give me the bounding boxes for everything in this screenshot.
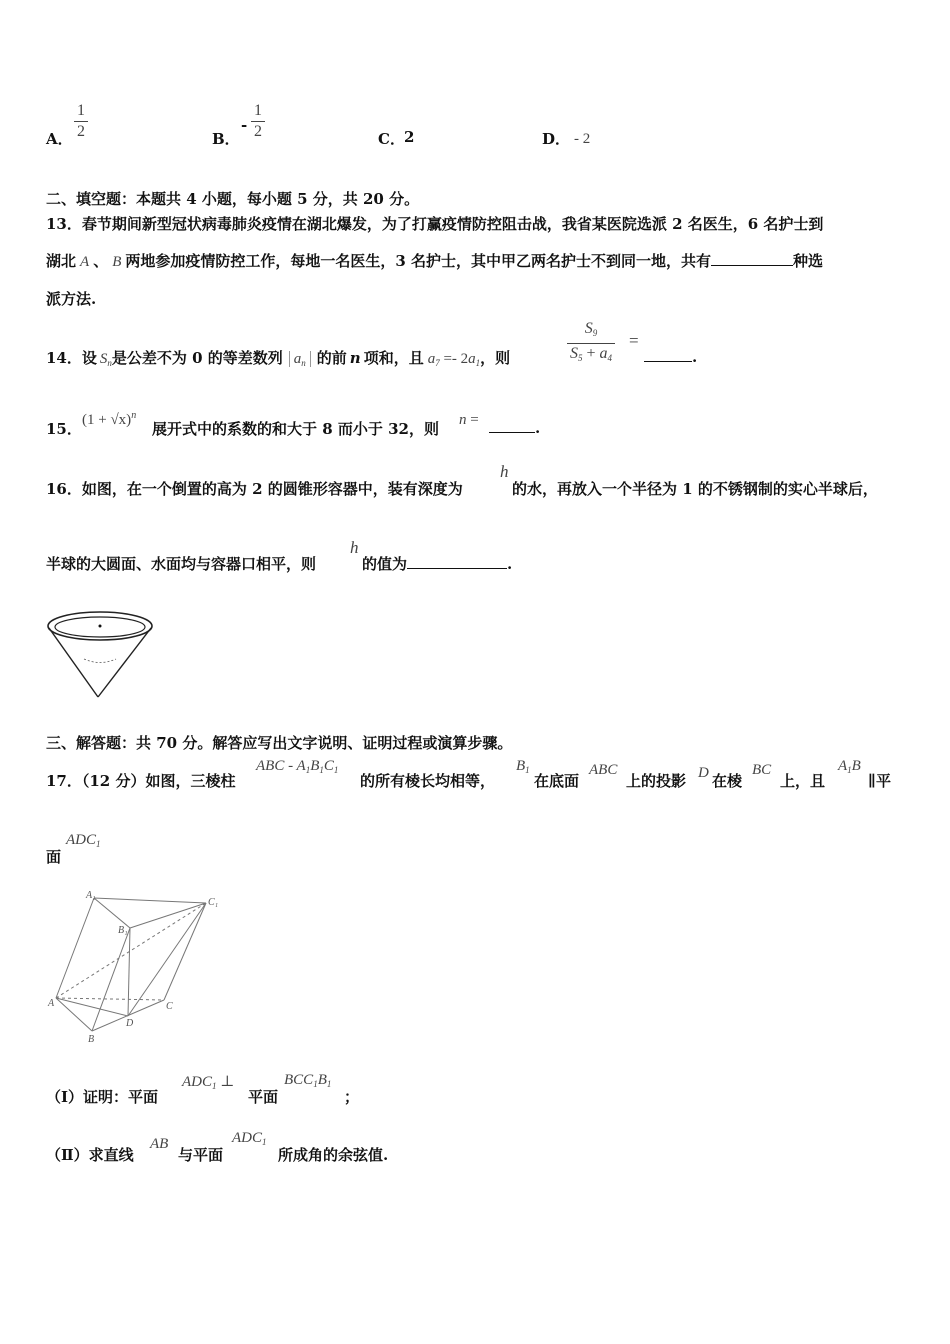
q17-text-6: ∥平 [868,772,891,790]
q17-d: D [698,765,709,781]
q17-line2-text: 面 [46,848,62,866]
cone-center-dot [99,625,102,628]
part1-end: ； [344,1088,360,1106]
q15-end: . [535,419,541,437]
option-a-numerator: 1 [74,101,88,122]
q17-prism-a: ABC - A [256,758,306,774]
q17-adc: ADC [66,832,96,848]
q17-prism-sub1: 1 [305,765,311,775]
q14-a4-sub: 4 [607,353,613,363]
q17-text-5: 上，且 [780,772,826,790]
q17-bc: BC [752,762,772,778]
q14-an [289,351,311,367]
edge-c1-c [164,903,206,1000]
q15-answer [489,418,540,437]
edge-a-d [56,998,128,1016]
option-c-value: 2 [404,128,415,146]
q17-prism-c: C [323,758,334,774]
part1-perp: ⊥ [216,1074,235,1090]
part2-adc-sub: 1 [262,1137,267,1147]
q14-a7-sub: 7 [435,358,440,368]
q15-equals: = [466,412,479,428]
q13-line1: 13．春节期间新型冠状病毒肺炎疫情在湖北爆发，为了打赢疫情防控阻击战，我省某医院选派 2 名医生，6 名护士到 [46,215,824,233]
q14-equals: = [629,331,639,350]
q15-binomial: (1 + √x) [82,412,132,428]
q17-a1b-b: B [851,758,861,774]
part1-plane-2 [284,1072,331,1089]
q17-a1b-sub: 1 [847,765,852,775]
q16-text-1a: 16．如图，在一个倒置的高为 2 的圆锥形容器中，装有深度为 [46,480,463,498]
q14-s5-sub: 5 [578,353,583,363]
q15-text-1: 展开式中的系数的和大于 8 而小于 32，则 [152,420,439,438]
q17-text-3: 上的投影 [626,772,687,790]
label-c: C [166,1001,173,1012]
label-c1: C₁ [208,897,219,908]
q17-prism-sub3: 1 [333,765,339,775]
part1-adc: ADC [182,1074,212,1090]
q14-a-sub: n [301,358,306,368]
q14-text-2b: 项和，且 [363,349,424,367]
q14-s9-sub: 9 [592,328,598,338]
q14-prefix: 14．设 [46,349,97,367]
q14-text-3: ，则 [480,349,511,367]
part1-bcc: BCC [284,1072,314,1088]
section-3-heading: 三、解答题：共 70 分。解答应写出文字说明、证明过程或演算步骤。 [46,734,513,752]
q17-adc-sub: 1 [96,839,101,849]
edge-a1-c1 [94,898,206,903]
q14-eq-minus2: =- 2 [439,351,469,367]
q14-s: S [99,351,108,367]
q17-prism-sub2: 1 [319,765,324,775]
q16-text-2b: 的值为 [362,555,408,573]
q16-line2b [362,553,512,574]
q14-fraction [567,319,615,368]
q14-a4: a [599,345,608,362]
q13-line2 [46,250,823,271]
q17-a1b-a: A [838,758,848,774]
q14-a: a [293,351,302,367]
prism-figure [46,888,226,1046]
q14-s-sub: n [107,358,112,368]
q15-prefix: 15． [46,420,82,438]
q15-n: n [459,412,467,428]
q13-separator: 、 [93,252,109,270]
edge-a1-a [56,898,94,998]
q16-line2a: 半球的大圆面、水面均与容器口相平，则 [46,555,317,573]
label-b1: B₁ [118,925,128,936]
q16-line1b: 的水，再放入一个半径为 1 的不锈钢制的实心半球后， [512,480,878,498]
q13-point-a: A [80,254,90,270]
q17-b1-sub: 1 [525,765,530,775]
q15-expr [82,410,136,429]
q17-prism-b: B [310,758,320,774]
part2-plane [232,1130,267,1147]
q17-text-1: 的所有棱长均相等， [360,772,496,790]
option-b-numerator: 1 [251,101,265,122]
edge-d-c1 [128,903,206,1016]
part1-plane-1 [182,1072,234,1091]
option-a-label: A． [46,130,73,148]
part2-text-c: 所成角的余弦值. [278,1146,389,1164]
q14-s9: S [584,320,593,337]
q14-n: n [349,349,361,367]
q14-text-2a: 的前 [316,349,347,367]
option-b-denominator: 2 [254,123,262,140]
part1-adc-sub: 1 [212,1081,217,1091]
option-c-label: C． [378,130,405,148]
option-d-label: D． [542,130,571,148]
q17-prism [256,758,338,775]
section-2-heading: 二、填空题：本题共 4 小题，每小题 5 分，共 20 分。 [46,190,420,208]
q17-b1-letter: B [516,758,526,774]
q14-condition [428,351,480,367]
part1-text-b: 平面 [248,1088,279,1106]
q16-h-1: h [500,462,509,481]
edge-a-c-hidden [56,998,164,1000]
option-a-fraction [74,101,88,142]
option-b-fraction [251,101,265,142]
q13-line3: 派方法. [46,290,97,308]
q17-text-2: 在底面 [534,772,580,790]
q14-end: . [692,348,698,366]
cone-figure [46,604,158,700]
part2-text-a: （Ⅱ）求直线 [46,1146,134,1164]
q14-text-1: 是公差不为 0 的等差数列 [111,349,283,367]
q14-line [46,347,510,368]
q14-answer-blank[interactable] [644,347,692,362]
part1-b-sub: 1 [326,1079,332,1089]
q13-point-b: B [112,254,122,270]
part1-text-a: （Ⅰ）证明：平面 [46,1088,159,1106]
part2-ab: AB [150,1136,169,1152]
q14-a7: a [427,351,436,367]
q16-end: . [507,555,513,573]
label-d: D [126,1018,134,1029]
q14-plus: + [582,345,600,362]
part1-b: B [317,1072,327,1088]
q17-prefix: 17．（12 分）如图，三棱柱 [46,772,236,790]
q15-exponent: n [131,410,137,421]
edge-a-c1-hidden [56,903,206,998]
q14-a1-sub: 1 [475,358,481,368]
part2-adc: ADC [232,1130,262,1146]
q17-plane-adc1 [66,832,101,849]
q16-h-2: h [350,538,359,557]
q14-answer [644,347,697,366]
q17-a1b [838,758,861,775]
q14-sn [100,351,112,367]
q17-text-4: 在棱 [712,772,743,790]
label-b: B [88,1034,95,1045]
cone-water-arc [84,659,116,663]
option-a-denominator: 2 [77,123,85,140]
q15-text [152,418,439,439]
q14-s5: S [570,345,578,362]
label-a: A [48,998,55,1009]
q15-answer-blank[interactable] [489,418,535,433]
q13-text-b: 两地参加疫情防控工作，每地一名医生，3 名护士，其中甲乙两名护士不到同一地，共有 [125,252,712,270]
q16-line1 [46,478,463,499]
edge-b1-d [128,928,130,1016]
q16-answer-blank[interactable] [407,554,507,569]
q13-answer-blank[interactable] [711,251,793,266]
label-a1: A₁ [86,890,96,901]
edge-a1-b1 [94,898,130,928]
q17-b1 [516,758,530,775]
q17-abc: ABC [589,762,618,778]
q13-text-a: 湖北 [46,252,77,270]
option-d-value: - 2 [574,131,591,147]
edge-b1-c1 [130,903,206,928]
q15-n-eq [459,412,479,429]
part2-text-b: 与平面 [178,1146,224,1164]
q14-a1: a [468,351,476,367]
part1-bcc-sub: 1 [313,1079,318,1089]
option-b-label: B． [212,130,240,148]
option-b-sign: - [241,116,248,134]
q13-text-c: 种选 [793,252,824,270]
